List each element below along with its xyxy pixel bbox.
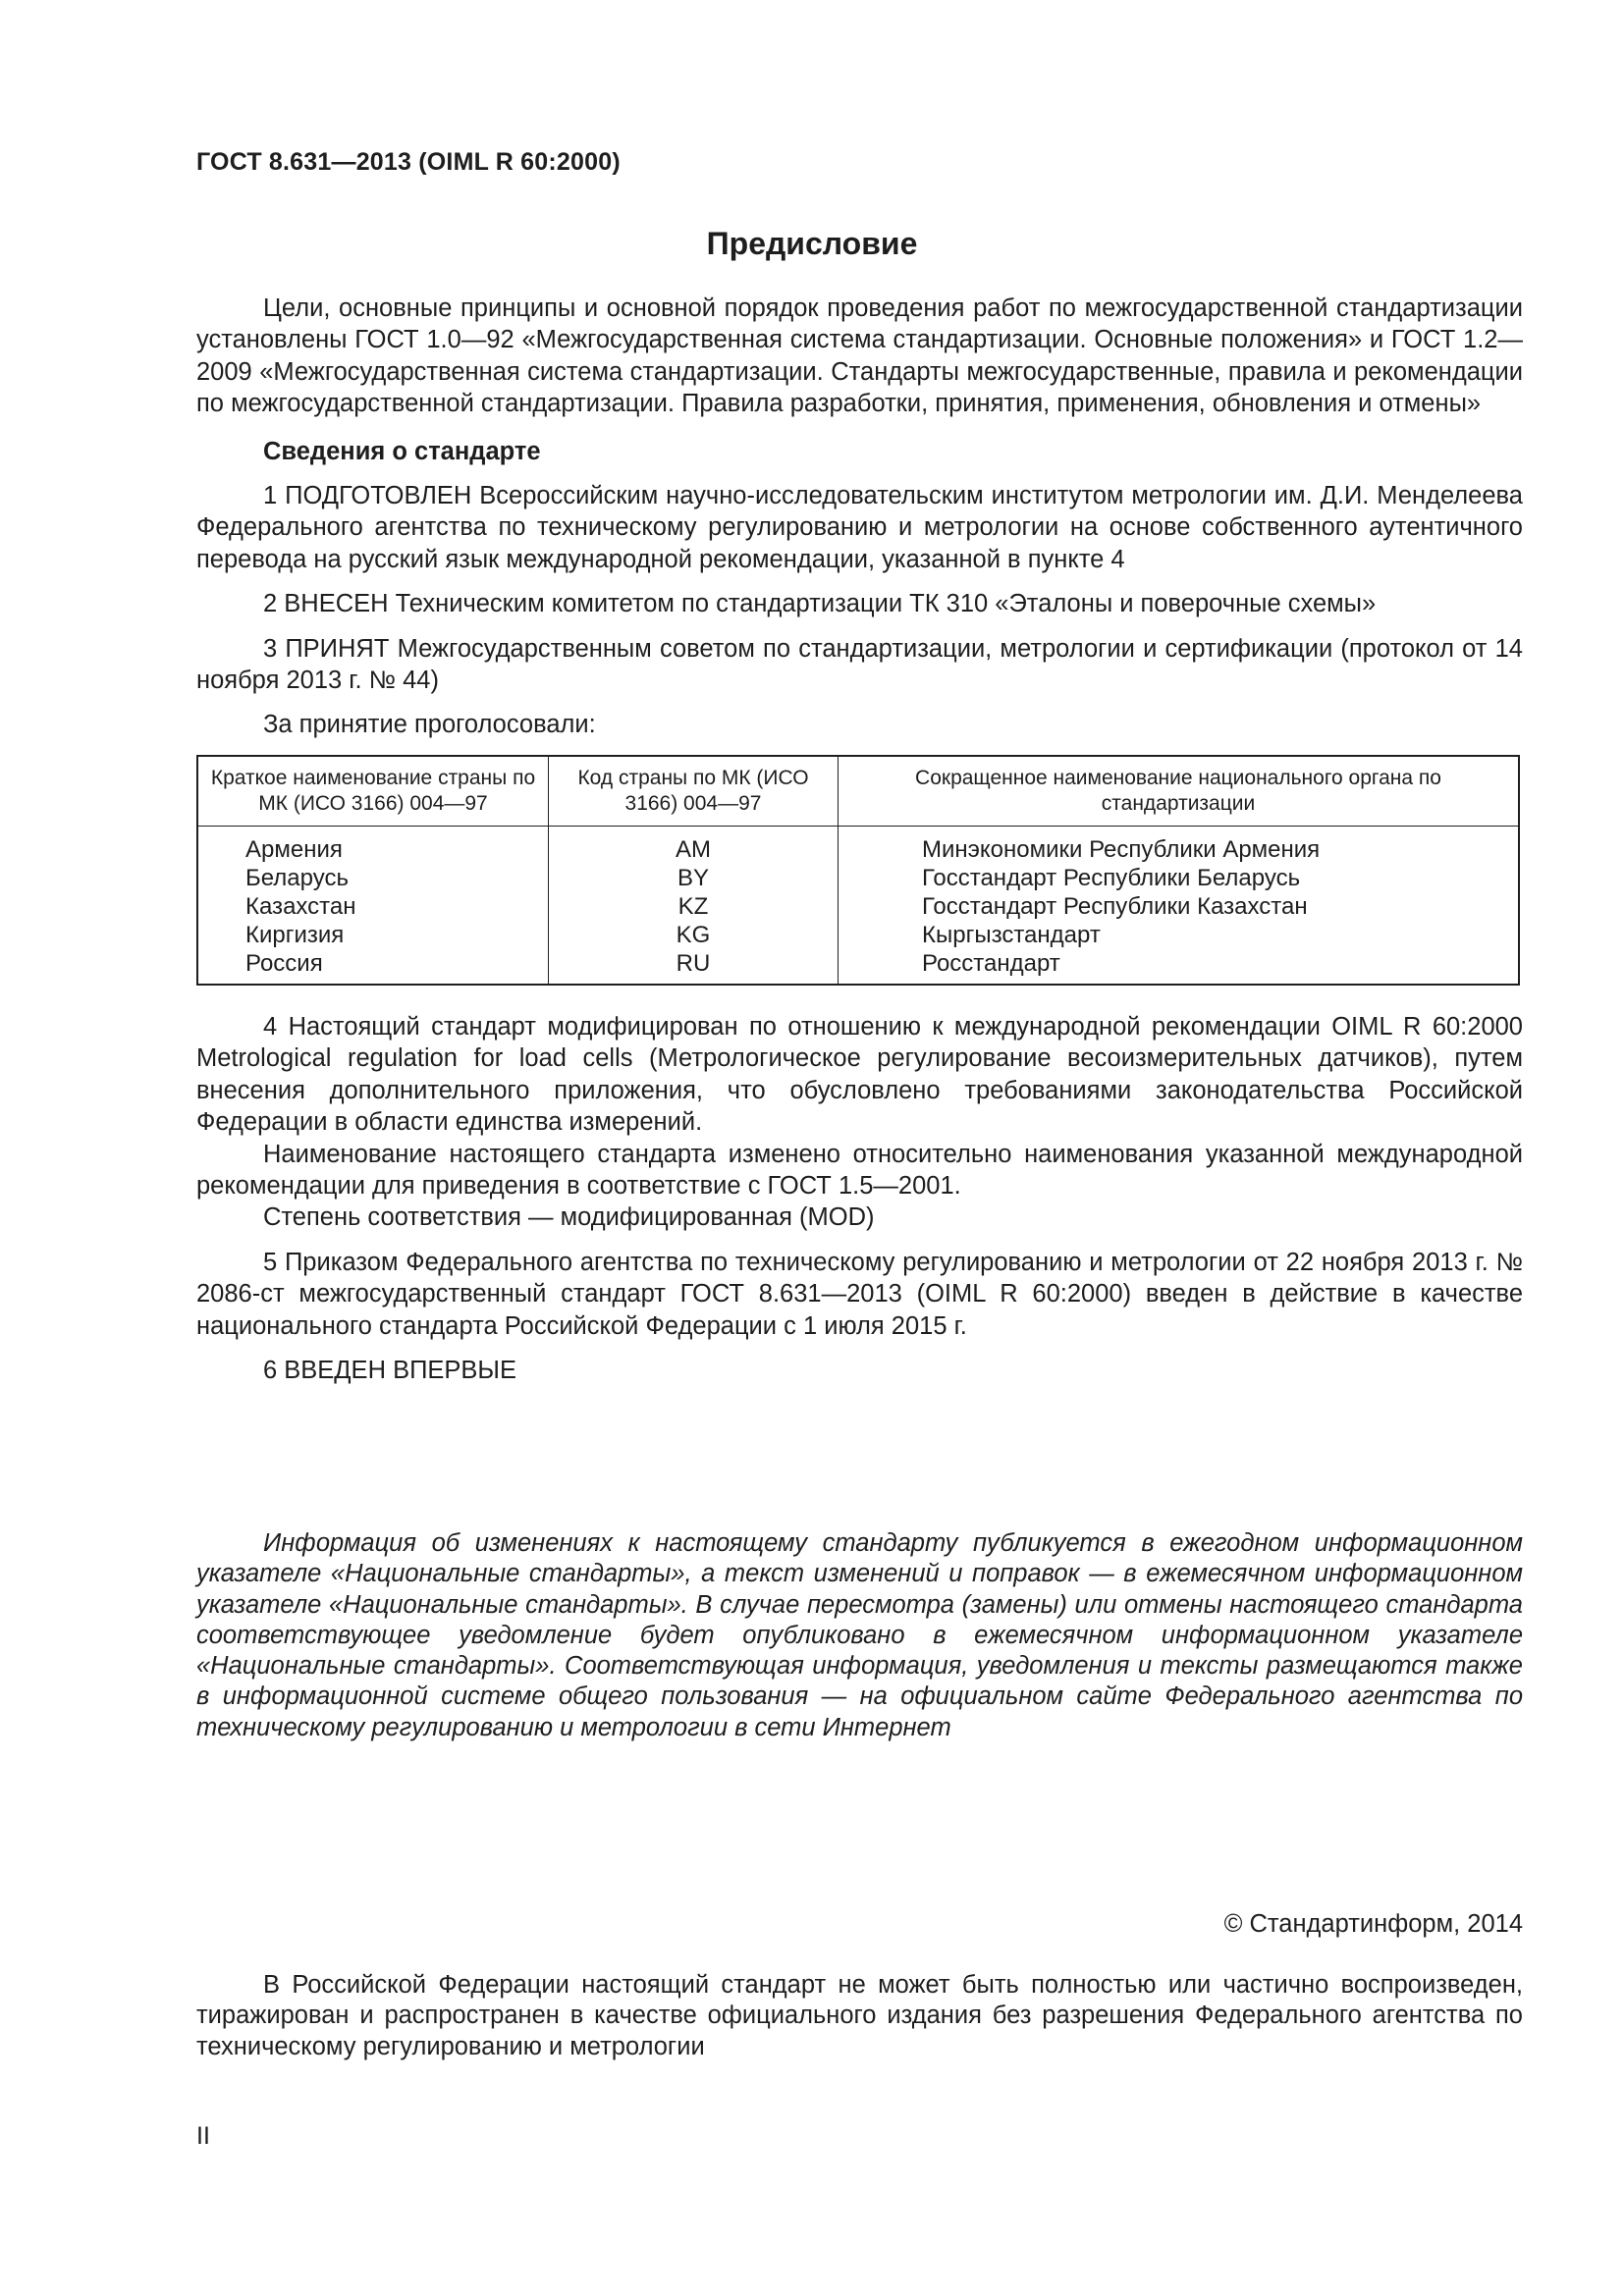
page-number: II — [196, 2122, 210, 2150]
table-row — [197, 864, 1519, 892]
page-title: Предисловие — [706, 226, 918, 261]
table-header-row — [197, 756, 1519, 827]
table-row — [197, 921, 1519, 949]
header-body: Сокращенное наименование национального органа по стандартизации — [839, 756, 1520, 827]
item-1: 1 ПОДГОТОВЛЕН Всероссийским научно-исследовательским институтом метрологии им. Д.И. Менделеева Федерального агентства по техническому регулированию и метрологии на основе собственного аутентичного перевода на русский язык международной рекомендации, указанной в пункте 4 — [196, 482, 1523, 573]
changes-information: Информация об изменениях к настоящему стандарту публикуется в ежегодном информационном указателе «Национальные стандарты», а текст изменений и поправок — в ежемесячном информационном указателе «Национальные стандарты». В случае пересмотра (замены) или отмены настоящего стандарта соответствующее уведомление будет опубликовано в ежемесячном информационном указателе «Национальные стандарты». Соответствующая информация, уведомления и тексты размещаются также в информационной системе общего пользования — на официальном сайте Федерального агентства по техническому регулированию и метрологии в сети Интернет — [196, 1529, 1523, 1741]
cell-country: Киргизия — [197, 921, 549, 949]
intro-paragraph: Цели, основные принципы и основной порядок проведения работ по межгосударственной стандартизации установлены ГОСТ 1.0—92 «Межгосударственная система стандартизации. Основные положения» и ГОСТ 1.2—2009 «Межгосударственная система стандартизации. Стандарты межгосударственные, правила и рекомендации по межгосударственной стандартизации. Правила разработки, принятия, применения, обновления и отмены» — [196, 294, 1523, 418]
cell-code: AM — [549, 826, 839, 864]
item-3: 3 ПРИНЯТ Межгосударственным советом по стандартизации, метрологии и сертификации (протокол от 14 ноября 2013 г. № 44) — [196, 634, 1523, 695]
preface-body — [196, 293, 1523, 1386]
table-row — [197, 826, 1519, 864]
voted-label: За принятие проголосовали: — [263, 711, 596, 739]
cell-body: Госстандарт Республики Казахстан — [922, 892, 1308, 920]
cell-country: Беларусь — [197, 864, 549, 892]
cell-country: Армения — [197, 826, 549, 864]
cell-code: BY — [549, 864, 839, 892]
legal-notice: В Российской Федерации настоящий стандарт не может быть полностью или частично воспроизведен, тиражирован и распространен в качестве официального издания без разрешения Федерального агентства по техническому регулированию и метрологии — [196, 1971, 1523, 2060]
standard-code-header: ГОСТ 8.631—2013 (OIML R 60:2000) — [196, 148, 621, 176]
cell-body: Кыргызстандарт — [922, 921, 1101, 948]
cell-body: Госстандарт Республики Беларусь — [922, 864, 1301, 891]
voting-table — [196, 755, 1520, 986]
cell-code: RU — [549, 949, 839, 985]
cell-body: Росстандарт — [922, 949, 1060, 977]
cell-code: KG — [549, 921, 839, 949]
item-6: 6 ВВЕДЕН ВПЕРВЫЕ — [263, 1356, 517, 1384]
cell-country: Казахстан — [197, 892, 549, 921]
item-4-name-change: Наименование настоящего стандарта изменено относительно наименования указанной международной рекомендации для приведения в соответствие с ГОСТ 1.5—2001. — [196, 1140, 1523, 1200]
cell-code: KZ — [549, 892, 839, 921]
copyright-notice: © Стандартинформ, 2014 — [1223, 1910, 1523, 1938]
cell-body: Минэкономики Республики Армения — [922, 835, 1321, 863]
header-country: Краткое наименование страны по МК (ИСО 3166) 004—97 — [197, 756, 549, 827]
header-code: Код страны по МК (ИСО 3166) 004—97 — [549, 756, 839, 827]
item-5: 5 Приказом Федерального агентства по техническому регулированию и метрологии от 22 ноября 2013 г. № 2086-ст межгосударственный стандарт ГОСТ 8.631—2013 (OIML R 60:2000) введен в действие в качестве национального стандарта Российской Федерации с 1 июля 2015 г. — [196, 1248, 1523, 1340]
cell-country: Россия — [197, 949, 549, 985]
table-row — [197, 892, 1519, 921]
table-row — [197, 949, 1519, 985]
item-4: 4 Настоящий стандарт модифицирован по отношению к международной рекомендации OIML R 60:2000 Metrological regulation for load cells (Метрологическое регулирование весоизмерительных датчиков), путем внесения дополнительного приложения, что обусловлено требованиями законодательства Российской Федерации в области единства измерений. — [196, 1012, 1523, 1137]
standard-info-subheading: Сведения о стандарте — [263, 437, 541, 465]
item-2: 2 ВНЕСЕН Техническим комитетом по стандартизации ТК 310 «Эталоны и поверочные схемы» — [263, 590, 1377, 618]
item-4-conformity: Степень соответствия — модифицированная (MOD) — [263, 1203, 875, 1232]
